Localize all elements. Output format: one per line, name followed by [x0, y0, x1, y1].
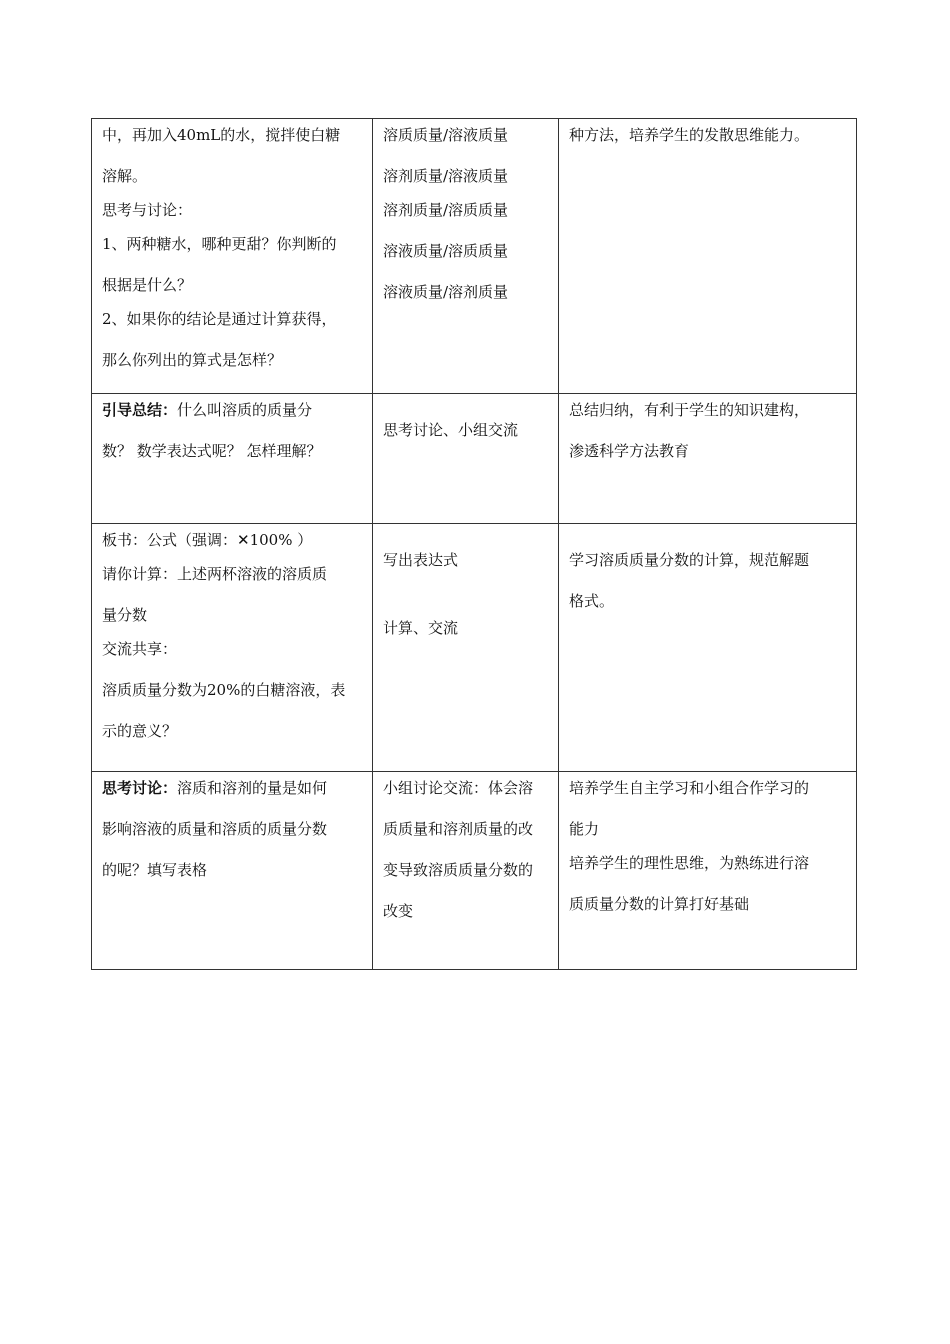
student-activity-cell	[373, 772, 559, 970]
design-intent-cell	[559, 772, 857, 970]
text-line: 的呢？填写表格	[102, 861, 208, 879]
text-line: 那么你列出的算式是怎样？	[102, 351, 283, 369]
table-row	[92, 772, 857, 970]
text-line: 培养学生的理性思维，为熟练进行溶	[569, 854, 810, 872]
text-fragment: 什么叫溶质的质量分	[177, 401, 313, 419]
section-label: 引导总结：	[102, 401, 178, 419]
section-label: 思考讨论：	[102, 779, 178, 797]
text-line: 学习溶质质量分数的计算，规范解题	[569, 551, 810, 569]
text-line: 示的意义？	[102, 722, 178, 740]
teacher-activity-cell	[92, 119, 373, 394]
text-line: 溶剂质量/溶质质量	[383, 201, 509, 219]
student-activity-cell	[373, 524, 559, 772]
design-intent-cell	[559, 394, 857, 524]
table-row	[92, 394, 857, 524]
text-line: 2、如果你的结论是通过计算获得，	[102, 310, 337, 328]
text-line: 影响溶液的质量和溶质的质量分数	[102, 820, 328, 838]
text-line: 溶液质量/溶质质量	[383, 242, 509, 260]
text-line: 种方法，培养学生的发散思维能力。	[569, 126, 810, 144]
text-line: 溶液质量/溶剂质量	[383, 283, 509, 301]
text-line: 写出表达式	[383, 551, 459, 569]
text-line: 请你计算：上述两杯溶液的溶质质	[102, 565, 328, 583]
text-line: 思考与讨论：	[102, 201, 193, 219]
text-line: 培养学生自主学习和小组合作学习的	[569, 779, 810, 797]
text-line: 板书：公式（强调：✕100% ）	[102, 531, 313, 549]
text-line: 渗透科学方法教育	[569, 442, 690, 460]
teacher-activity-cell	[92, 394, 373, 524]
text-line: 质质量分数的计算打好基础	[569, 895, 750, 913]
text-line: 格式。	[569, 592, 615, 610]
text-line: 溶质质量/溶液质量	[383, 126, 509, 144]
text-line	[102, 400, 363, 420]
text-line: 小组讨论交流：体会溶	[383, 779, 534, 797]
text-line: 数？ 数学表达式呢？ 怎样理解？	[102, 442, 322, 460]
text-line: 改变	[383, 902, 414, 920]
teacher-activity-cell	[92, 772, 373, 970]
text-line: 质质量和溶剂质量的改	[383, 820, 534, 838]
student-activity-cell	[373, 394, 559, 524]
text-line: 1、两种糖水，哪种更甜？你判断的	[102, 235, 337, 253]
student-activity-cell	[373, 119, 559, 394]
table-row	[92, 119, 857, 394]
table-row	[92, 524, 857, 772]
text-line: 量分数	[102, 606, 148, 624]
text-line: 计算、交流	[383, 619, 459, 637]
text-line: 溶质质量分数为20%的白糖溶液，表	[102, 681, 346, 699]
text-line: 思考讨论、小组交流	[383, 421, 519, 439]
text-fragment: 溶质和溶剂的量是如何	[177, 779, 328, 797]
text-line: 中，再加入40mL的水，搅拌使白糖	[102, 126, 341, 144]
text-line: 能力	[569, 820, 600, 838]
text-line: 总结归纳，有利于学生的知识建构，	[569, 401, 810, 419]
text-line: 溶解。	[102, 167, 148, 185]
design-intent-cell	[559, 524, 857, 772]
teacher-activity-cell	[92, 524, 373, 772]
text-line: 溶剂质量/溶液质量	[383, 167, 509, 185]
text-line: 变导致溶质质量分数的	[383, 861, 534, 879]
text-line	[102, 778, 363, 798]
text-line: 根据是什么？	[102, 276, 193, 294]
text-line: 交流共享：	[102, 640, 178, 658]
lesson-plan-table	[91, 118, 857, 970]
design-intent-cell	[559, 119, 857, 394]
